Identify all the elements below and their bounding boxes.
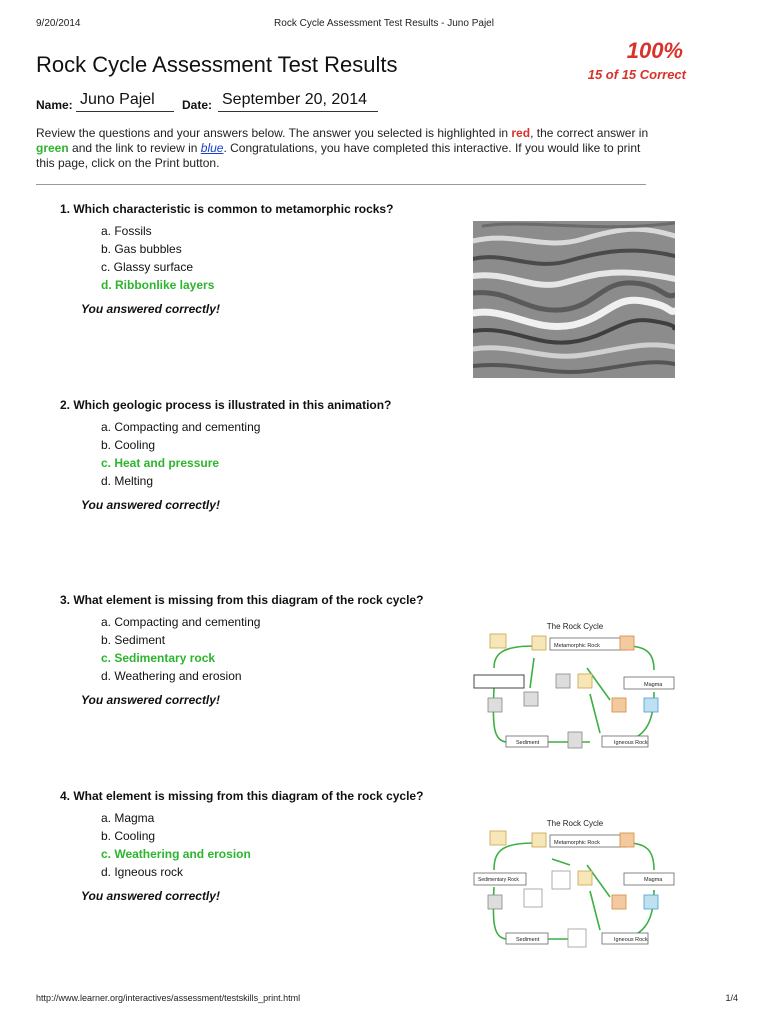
sedimentary-label: Sedimentary Rock (478, 877, 519, 883)
option: b. Sediment (101, 633, 166, 647)
missing-element-box (568, 929, 586, 947)
rock-icon (556, 674, 570, 688)
fire-icon (612, 895, 626, 909)
question-2 (60, 398, 480, 512)
fire-icon (612, 698, 626, 712)
diagram-title: The Rock Cycle (546, 819, 604, 828)
rock-cycle-diagram-2 (472, 815, 678, 955)
metamorphic-rock-photo (473, 221, 675, 378)
option: a. Fossils (101, 224, 152, 238)
feedback: You answered correctly! (81, 302, 220, 316)
igneous-label: Igneous Rock (614, 740, 648, 746)
igneous-label: Igneous Rock (614, 937, 648, 943)
rock-icon (524, 692, 538, 706)
option: a. Compacting and cementing (101, 420, 261, 434)
rock-icon (488, 895, 502, 909)
correct-option: d. Ribbonlike layers (101, 278, 215, 292)
magma-label: Magma (644, 682, 663, 688)
blue-legend-link[interactable]: blue (200, 141, 224, 155)
print-date: 9/20/2014 (36, 18, 81, 29)
name-value: Juno Pajel (76, 91, 174, 112)
sediment-label: Sediment (516, 740, 540, 746)
rock-icon (488, 698, 502, 712)
missing-element-box (524, 889, 542, 907)
instructions: Review the questions and your answers below. The answer you selected is highlighted in red, the correct answer in green and the link to review in blue. Congratulations, you have completed this interactive. If you would like to print this page, click on the Print button. (36, 126, 649, 170)
option: a. Compacting and cementing (101, 615, 261, 629)
green-legend: green (36, 141, 69, 155)
missing-element-box (474, 675, 524, 688)
cooling-icon (644, 698, 658, 712)
question-1 (60, 202, 480, 316)
rock-icon (490, 634, 506, 648)
page-number: 1/4 (725, 993, 738, 1003)
cooling-icon (644, 895, 658, 909)
rock-icon (578, 871, 592, 885)
date-value: September 20, 2014 (218, 91, 378, 112)
option: d. Igneous rock (101, 865, 184, 879)
score-percent: 100% (626, 38, 683, 63)
name-label: Name: (36, 98, 73, 112)
feedback: You answered correctly! (81, 498, 220, 512)
metamorphic-label: Metamorphic Rock (554, 643, 600, 649)
option: d. Melting (101, 474, 154, 488)
divider (36, 184, 646, 185)
question-text: 4. What element is missing from this diagram of the rock cycle? (60, 789, 424, 803)
feedback: You answered correctly! (81, 889, 220, 903)
option: b. Cooling (101, 829, 156, 843)
option: b. Cooling (101, 438, 156, 452)
rock-icon (532, 833, 546, 847)
correct-option: c. Heat and pressure (101, 456, 220, 470)
fire-icon (620, 636, 634, 650)
rock-icon (490, 831, 506, 845)
rock-icon (578, 674, 592, 688)
red-legend: red (511, 126, 531, 140)
question-3 (60, 593, 480, 707)
rock-icon (568, 732, 582, 748)
question-text: 1. Which characteristic is common to metamorphic rocks? (60, 202, 394, 216)
missing-element-box (552, 871, 570, 889)
feedback: You answered correctly! (81, 693, 220, 707)
option: a. Magma (101, 811, 155, 825)
diagram-title: The Rock Cycle (546, 622, 604, 631)
print-url: http://www.learner.org/interactives/assessment/testskills_print.html (36, 993, 301, 1003)
option: c. Glassy surface (101, 260, 194, 274)
question-text: 2. Which geologic process is illustrated in this animation? (60, 398, 392, 412)
question-text: 3. What element is missing from this diagram of the rock cycle? (60, 593, 424, 607)
page-title: Rock Cycle Assessment Test Results (36, 52, 398, 77)
score-count: 15 of 15 Correct (587, 67, 686, 82)
fire-icon (620, 833, 634, 847)
correct-option: c. Sedimentary rock (101, 651, 216, 665)
sediment-label: Sediment (516, 937, 540, 943)
correct-option: c. Weathering and erosion (101, 847, 251, 861)
magma-label: Magma (644, 877, 663, 883)
option: b. Gas bubbles (101, 242, 182, 256)
date-label: Date: (182, 98, 213, 112)
option: d. Weathering and erosion (101, 669, 242, 683)
question-4 (60, 789, 480, 903)
rock-icon (532, 636, 546, 650)
rock-cycle-diagram-1 (472, 618, 678, 758)
print-title: Rock Cycle Assessment Test Results - Juno Pajel (274, 18, 494, 29)
metamorphic-label: Metamorphic Rock (554, 840, 600, 846)
